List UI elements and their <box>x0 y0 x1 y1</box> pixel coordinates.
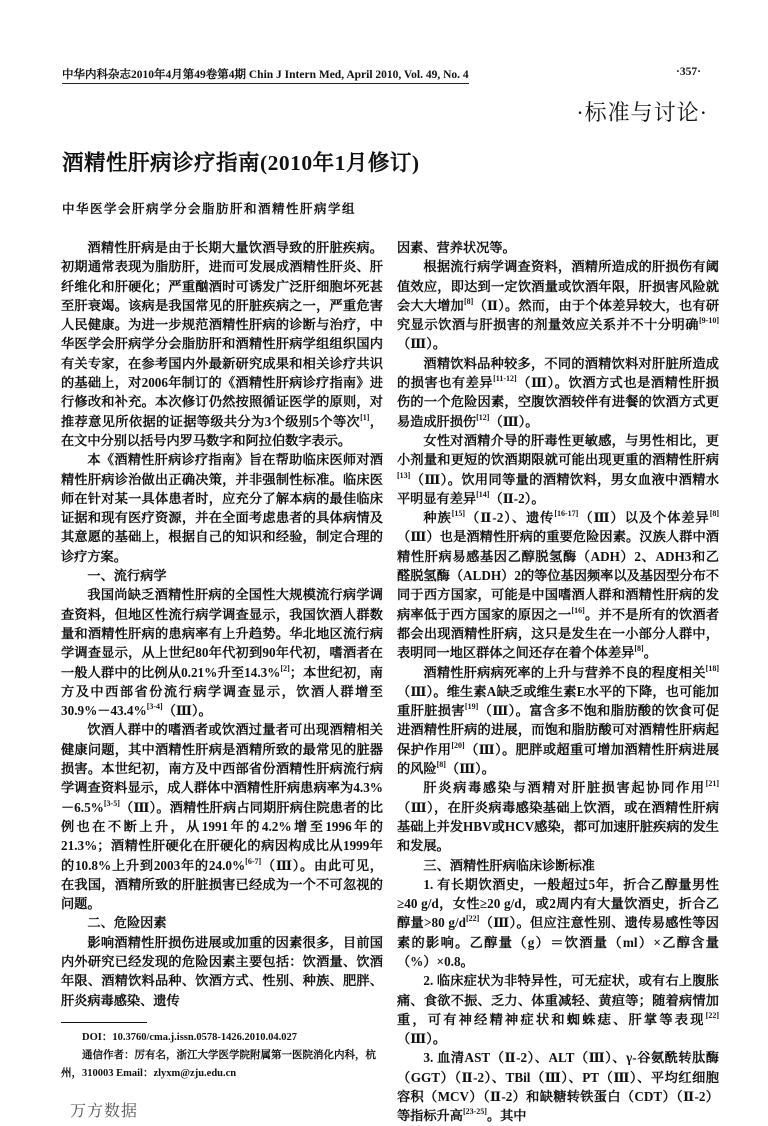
paragraph-text: （Ⅲ）。酒精性肝病占同期肝病住院患者的比例也在不断上升，从1991年的4.2%增至1996年的21.3%；酒精性肝硬化在肝硬化的病因构成比从1999年的10.8%上升到2003年的24.0% <box>61 799 383 873</box>
paragraph-text: （Ⅱ）。然而，由于个体差异较大，也有研究显示饮酒与肝损害的剂量效应关系并不十分明确 <box>397 297 720 333</box>
paragraph <box>397 778 719 855</box>
paragraph-text: （Ⅲ）。维生素A缺乏或维生素E水平的下降，也可能加重肝脏损害 <box>397 683 719 719</box>
paragraph-text: （Ⅲ）。饮用同等量的酒精饮料，男女血液中酒精水平明显有差异 <box>397 471 719 506</box>
paragraph-text: 。并不是所有的饮酒者都会出现酒精性肝病，这只是发生在一小部分人群中，表明同一地区群体之间还存在着个体差异 <box>397 606 720 661</box>
paragraph <box>397 971 719 1048</box>
section-label: ·标准与讨论· <box>576 100 708 125</box>
paragraph <box>397 663 719 779</box>
paragraph-text: 酒精性肝病是由于长期大量饮酒导致的肝脏疾病。初期通常表现为脂肪肝，进而可发展成酒精性肝炎、肝纤维化和肝硬化；严重酗酒时可诱发广泛肝细胞坏死甚至肝衰竭。该病是我国常见的肝脏疾病之一，严重危害人民健康。为进一步规范酒精性肝病的诊断与治疗，中华医学会肝病学分会脂肪肝和酒精性肝病学组组织国内有关专家，在参考国内外最新研究成果和相关诊疗共识的基础上，对2006年制订的《酒精性肝病诊疗指南》进行修改和补充。本次修订仍然按照循证医学的原则，对推荐意见所依据的证据等级共分为3个级别5个等次 <box>61 240 383 429</box>
paragraph-text: （Ⅲ），在肝炎病毒感染基础上饮酒，或在酒精性肝病基础上并发HBV或HCV感染，都可加速肝脏疾病的发生和发展。 <box>397 799 719 854</box>
page-number: ·357· <box>676 66 701 78</box>
paragraph <box>397 238 719 257</box>
citation-reference: [22] <box>705 1010 719 1020</box>
citation-reference: [3-5] <box>103 798 120 808</box>
body-column-right <box>397 238 719 1126</box>
citation-reference: [9-10] <box>699 316 719 326</box>
paragraph-text: （Ⅲ）以及个体差异 <box>578 510 710 526</box>
citation-reference: [22] <box>465 914 480 924</box>
paragraph-text: （Ⅲ）。 <box>489 413 539 429</box>
article-authors: 中华医学会肝病学分会脂肪肝和酒精性肝病学组 <box>62 202 357 216</box>
paragraph <box>397 257 719 353</box>
paragraph-text: 2. 临床症状为非特异性，可无症状，或有右上腹胀痛、食欲不振、乏力、体重减轻、黄疸等；随着病情加重，可有神经精神症状和蜘蛛痣、肝掌等表现 <box>397 973 719 1027</box>
body-column-left-text <box>61 238 383 1010</box>
paragraph-text: 因素、营养状况等。 <box>397 240 516 255</box>
citation-reference: [12] <box>476 412 490 422</box>
citation-reference: [1] <box>360 412 370 422</box>
correspondence-note: 通信作者：厉有名，浙江大学医学院附属第一医院消化内科，杭州，310003 Email：zlyxm@zju.edu.cn <box>61 1049 376 1079</box>
paragraph <box>397 431 719 508</box>
paragraph-text: ，在文中分别以括号内罗马数字和阿拉伯数字表示。 <box>61 413 383 448</box>
citation-reference: [6-7] <box>245 856 262 866</box>
paragraph-text: （Ⅱ-2）。 <box>489 490 545 506</box>
citation-reference: [8] <box>463 296 474 306</box>
citation-reference: [14] <box>476 489 490 499</box>
footnotes <box>61 1029 383 1083</box>
paragraph-text: （Ⅲ）。饮酒方式也是酒精性肝损伤的一个危险因素，空腹饮酒较伴有进餐的饮酒方式更易造成肝损伤 <box>397 375 719 429</box>
paragraph <box>61 720 383 913</box>
section-heading <box>61 566 383 585</box>
paragraph-text: ；本世纪初，南方及中西部省份流行病学调查显示，饮酒人群增至30.9%－43.4% <box>61 664 383 719</box>
paragraph <box>61 238 383 450</box>
watermark: 万方数据 <box>70 1100 139 1120</box>
citation-reference: [16] <box>571 605 585 615</box>
citation-reference: [21] <box>705 779 719 789</box>
paragraph-text: （Ⅲ）。肥胖或超重可增加酒精性肝病进展的风险 <box>397 741 720 777</box>
paragraph-text: 一、流行病学 <box>87 568 167 584</box>
citation-reference: [2] <box>280 663 290 673</box>
paragraph-text: 种族 <box>423 510 452 526</box>
paragraph-text: （Ⅲ）。 <box>397 336 447 352</box>
citation-reference: [15] <box>451 509 466 519</box>
paragraph-text: 我国尚缺乏酒精性肝病的全国性大规模流行病学调查资料，但地区性流行病学调查显示，我国饮酒人群数量和酒精性肝病的患病率有上升趋势。华北地区流行病学调查显示，从上世纪80年代初到90年代初，嗜酒者在一般人群中的比例从0.21%升至14.3% <box>61 587 383 680</box>
paragraph-text: 3. 血清AST（Ⅱ-2）、ALT（Ⅲ）、γ-谷氨酰转肽酶（GGT）（Ⅱ-2）、TBil（Ⅲ）、PT（Ⅲ）、平均红细胞容积（MCV）（Ⅱ-2）和缺糖转铁蛋白（CDT）（Ⅱ-2）等指标升高 <box>397 1050 719 1124</box>
section-heading <box>61 913 383 932</box>
citation-reference: [23-25] <box>462 1107 487 1117</box>
paragraph <box>397 354 719 431</box>
doi-note: DOI：10.3760/cma.j.issn.0578-1426.2010.04.027 <box>82 1031 297 1043</box>
article-title: 酒精性肝病诊疗指南(2010年1月修订) <box>62 151 420 175</box>
paragraph-text: 三、酒精性肝病临床诊断标准 <box>423 857 595 873</box>
citation-reference: [13] <box>397 470 411 480</box>
paragraph <box>61 450 383 566</box>
paragraph-text: （Ⅲ）。 <box>445 761 495 777</box>
citation-reference: [8] <box>436 760 446 770</box>
paragraph-text: 本《酒精性肝病诊疗指南》旨在帮助临床医师对酒精性肝病诊治做出正确决策，并非强制性标准。临床医师在针对某一具体患者时，应充分了解本病的最佳临床证据和现有医疗资源，并在全面考虑患者的具体病情及其意愿的基础上，根据自己的知识和经验，制定合理的诊疗方案。 <box>61 452 383 564</box>
citation-reference: [19] <box>464 702 479 712</box>
citation-reference: [8] <box>634 644 644 654</box>
footnote-divider <box>61 1022 147 1023</box>
body-column-left <box>61 238 383 1121</box>
paragraph-text: 饮酒人群中的嗜酒者或饮酒过量者可出现酒精相关健康问题，其中酒精性肝病是酒精所致的最常见的脏器损害。本世纪初，南方及中西部省份酒精性肝病流行病学调查资料显示，成人群体中酒精性肝病患病率为4.3%－6.5% <box>61 722 383 815</box>
paragraph-text: 女性对酒精介导的肝毒性更敏感，与男性相比，更小剂量和更短的饮酒期限就可能出现更重的酒精性肝病 <box>397 432 719 468</box>
paragraph-text: 。其中 <box>486 1108 527 1124</box>
paragraph <box>61 585 383 720</box>
paragraph-text: 影响酒精性肝损伤进展或加重的因素很多，目前国内外研究已经发现的危险因素主要包括：饮酒量、饮酒年限、酒精饮料品种、饮酒方式、性别、种族、肥胖、肝炎病毒感染、遗传 <box>61 934 383 1008</box>
paragraph <box>397 875 719 971</box>
paragraph-text: 酒精饮料品种较多，不同的酒精饮料对肝脏所造成的损害也有差异 <box>397 355 719 391</box>
paragraph-text: （Ⅲ）。但应注意性别、遗传易感性等因素的影响。乙醇量（g）＝饮酒量（ml）×乙醇含量（%）×0.8。 <box>397 915 719 969</box>
paragraph-text: 1. 有长期饮酒史，一般超过5年，折合乙醇量男性≥40 g/d，女性≥20 g/d，或2周内有大量饮酒史，折合乙醇量>80 g/d <box>397 876 719 931</box>
paragraph <box>61 933 383 1010</box>
citation-reference: [18] <box>705 663 719 673</box>
paragraph-text: （Ⅱ-2）、遗传 <box>465 510 555 526</box>
citation-reference: [8] <box>709 509 720 519</box>
paragraph-text: 酒精性肝病病死率的上升与营养不良的程度相关 <box>423 664 706 680</box>
citation-reference: [3-4] <box>146 702 163 712</box>
paragraph-text: 。 <box>643 645 657 661</box>
citation-reference: [20] <box>451 740 465 750</box>
section-heading <box>397 856 719 875</box>
citation-reference: [16-17] <box>554 509 579 519</box>
paragraph-text: 肝炎病毒感染与酒精对肝脏损害起协同作用 <box>423 780 706 796</box>
paragraph-text: （Ⅲ）。 <box>397 1031 447 1047</box>
paragraph-text: （Ⅲ）。由此可见，在我国，酒精所致的肝脏损害已经成为一个不可忽视的问题。 <box>61 857 383 912</box>
citation-reference: [11-12] <box>493 374 517 384</box>
paragraph-text: （Ⅲ）。 <box>162 703 212 719</box>
paragraph <box>397 508 719 662</box>
paragraph-text: 二、危险因素 <box>87 915 167 931</box>
paragraph-text: （Ⅲ）。富含多不饱和脂肪酸的饮食可促进酒精性肝病的进展，而饱和脂肪酸可对酒精性肝病起保护作用 <box>397 703 719 757</box>
paragraph <box>397 1048 719 1125</box>
paragraph-text: 根据流行病学调查资料，酒精所造成的肝损伤有阈值效应，即达到一定饮酒量或饮酒年限，肝损害风险就会大大增加 <box>397 259 719 313</box>
paragraph-text: （Ⅲ）也是酒精性肝病的重要危险因素。汉族人群中酒精性肝病易感基因乙醇脱氢酶（ADH）2、ADH3和乙醛脱氢酶（ALDH）2的等位基因频率以及基因型分布不同于西方国家，可能是中国嗜酒人群和酒精性肝病的发病率低于西方国家的原因之一 <box>397 529 719 622</box>
running-header: 中华内科杂志2010年4月第49卷第4期 Chin J Intern Med, April 2010, Vol. 49, No. 4 <box>62 66 469 84</box>
